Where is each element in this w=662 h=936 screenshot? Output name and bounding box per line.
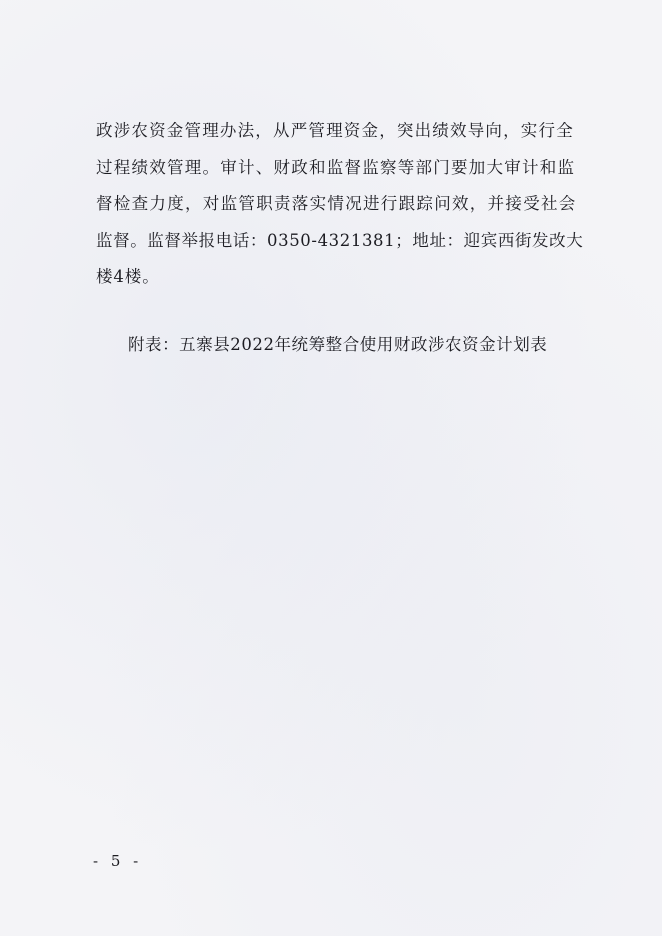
page-number: - 5 - xyxy=(93,852,143,870)
paragraph-line: 楼4楼。 xyxy=(96,267,160,287)
paragraph-line: 政涉农资金管理办法，从严管理资金，突出绩效导向，实行全 xyxy=(96,121,574,140)
paragraph-line: 过程绩效管理。审计、财政和监督监察等部门要加大审计和监 xyxy=(96,157,576,177)
attachment-note: 附表：五寨县2022年统筹整合使用财政涉农资金计划表 xyxy=(128,335,548,354)
paragraph-line: 督检查力度，对监管职责落实情况进行跟踪问效，并接受社会 xyxy=(96,194,577,214)
body-paragraph xyxy=(96,113,584,296)
paragraph-line: 监督。监督举报电话：0350-4321381；地址：迎宾西街发改大 xyxy=(96,230,584,250)
